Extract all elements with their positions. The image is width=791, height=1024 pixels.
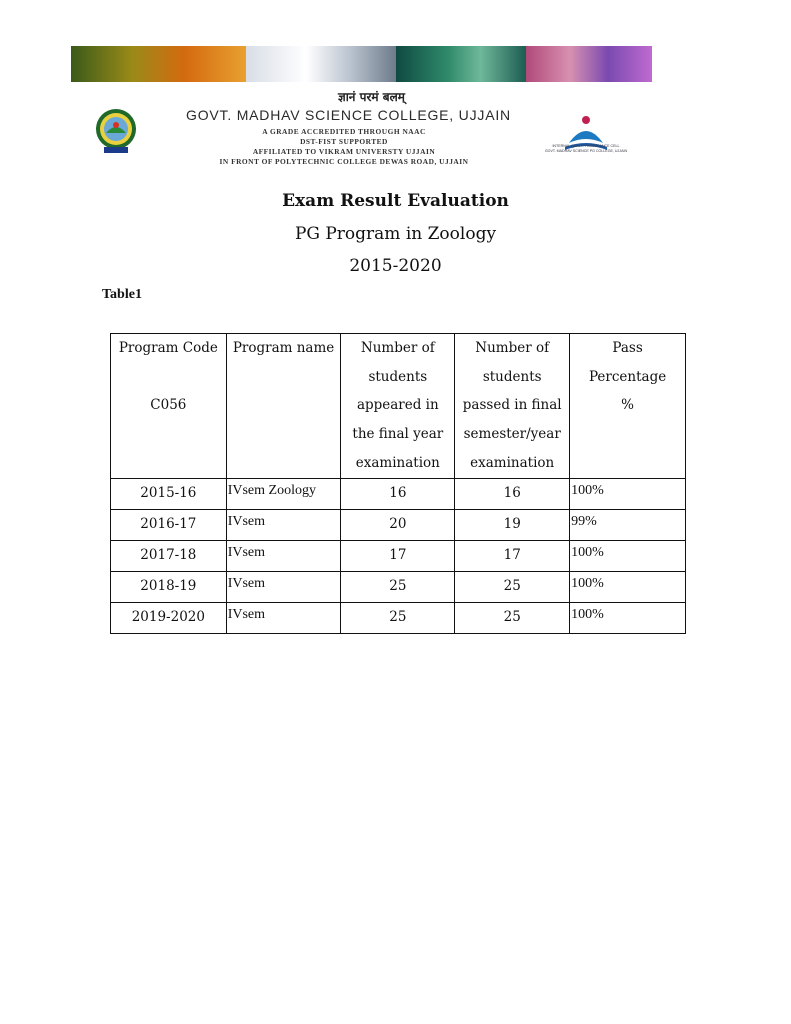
cell-passed: 16	[455, 478, 570, 509]
header-banner	[71, 46, 652, 82]
document-subtitle: PG Program in Zoology	[294, 224, 497, 244]
header-text: Program name	[232, 340, 335, 356]
cell-passed: 19	[455, 509, 570, 540]
header-text: students	[482, 368, 542, 385]
results-table	[110, 333, 686, 634]
header-text: %	[621, 397, 634, 414]
cell-percentage: 99%	[570, 509, 686, 540]
document-title: Exam Result Evaluation	[282, 191, 509, 211]
header-students-appeared	[341, 334, 455, 479]
cell-percentage: 100%	[570, 571, 686, 602]
cell-year: 2018-19	[111, 571, 227, 602]
header-line-address: IN FRONT OF POLYTECHNIC COLLEGE DEWAS ROAD, UJJAIN	[219, 157, 469, 166]
header-text: Program Code	[118, 340, 218, 356]
cell-appeared: 25	[341, 571, 455, 602]
table-row	[111, 478, 686, 509]
iqac-caption-line-2: GOVT. MADHAV SCIENCE PG COLLEGE, UJJAIN	[544, 149, 628, 153]
banner-segment-4	[526, 46, 652, 82]
table-row	[111, 602, 686, 633]
cell-appeared: 25	[341, 602, 455, 633]
header-text: appeared in	[356, 397, 439, 414]
header-text: examination	[470, 454, 555, 471]
banner-segment-2	[246, 46, 396, 82]
college-name: GOVT. MADHAV SCIENCE COLLEGE, UJJAIN	[186, 107, 511, 123]
header-text: Pass	[612, 340, 643, 356]
header-students-passed	[455, 334, 570, 479]
cell-year: 2016-17	[111, 509, 227, 540]
header-program-name	[226, 334, 341, 479]
iqac-caption	[536, 144, 636, 154]
table-row	[111, 540, 686, 571]
header-text: semester/year	[463, 426, 561, 443]
banner-segment-3	[396, 46, 526, 82]
header-program-code-value: C056	[150, 397, 187, 414]
cell-program: IVsem	[226, 540, 341, 571]
table-caption: Table1	[102, 287, 142, 302]
header-program-code	[111, 334, 227, 479]
header-text: Percentage	[588, 368, 667, 385]
cell-percentage: 100%	[570, 478, 686, 509]
table-row	[111, 571, 686, 602]
header-text: Number of	[360, 340, 435, 356]
banner-segment-1	[71, 46, 246, 82]
header-text: passed in final	[462, 397, 562, 414]
header-line-accreditation: A GRADE ACCREDITED THROUGH NAAC	[262, 127, 426, 136]
cell-appeared: 16	[341, 478, 455, 509]
header-text	[111, 363, 226, 392]
header-line-affiliation: AFFILIATED TO VIKRAM UNIVERSTY UJJAIN	[252, 147, 436, 156]
header-text: Number of	[475, 340, 550, 356]
cell-program: IVsem	[226, 509, 341, 540]
header-text: the final year	[352, 426, 444, 443]
college-emblem-logo	[92, 107, 140, 155]
header-text: examination	[355, 454, 440, 471]
header-text: students	[368, 368, 428, 385]
cell-program: IVsem	[226, 571, 341, 602]
cell-passed: 25	[455, 602, 570, 633]
table-row	[111, 509, 686, 540]
cell-program: IVsem	[226, 602, 341, 633]
cell-appeared: 17	[341, 540, 455, 571]
cell-year: 2015-16	[111, 478, 227, 509]
document-years: 2015-2020	[349, 256, 442, 276]
cell-passed: 17	[455, 540, 570, 571]
table-header-row	[111, 334, 686, 479]
cell-year: 2019-2020	[111, 602, 227, 633]
iqac-caption-line-1: INTERNAL QUALITY ASSURANCE CELL	[552, 144, 620, 148]
header-line-dst: DST-FIST SUPPORTED	[300, 137, 388, 146]
cell-appeared: 20	[341, 509, 455, 540]
cell-passed: 25	[455, 571, 570, 602]
cell-percentage: 100%	[570, 602, 686, 633]
college-motto: ज्ञानं परमं बलम्	[338, 90, 405, 104]
header-pass-percentage	[570, 334, 686, 479]
cell-year: 2017-18	[111, 540, 227, 571]
cell-percentage: 100%	[570, 540, 686, 571]
cell-program: IVsem Zoology	[226, 478, 341, 509]
